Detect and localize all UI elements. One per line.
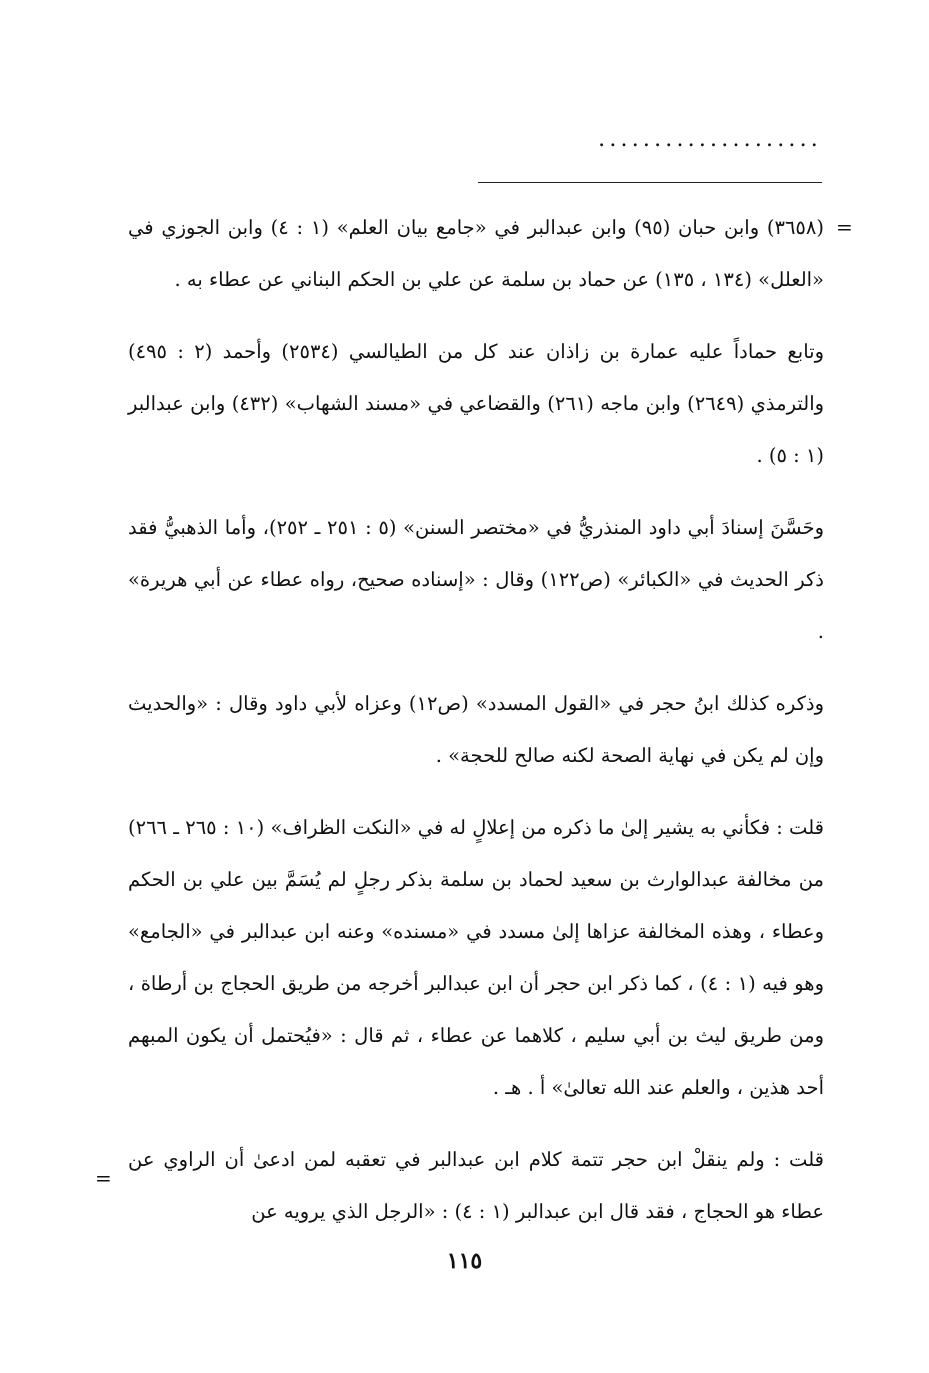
footnote-text-block (128, 202, 824, 1258)
separator-dots: .................... (598, 128, 822, 152)
footnote-divider-line (478, 182, 822, 183)
paragraph-1: (٣٦٥٨) وابن حبان (٩٥) وابن عبدالبر في «جامع بيان العلم» (١ : ٤) وابن الجوزي في «العلل» (١٣٤ ، ١٣٥) عن حماد بن سلمة عن علي بن الحكم البناني عن عطاء به . (128, 216, 824, 291)
paragraph-4: وذكره كذلك ابنُ حجر في «القول المسدد» (ص١٢) وعزاه لأبي داود وقال : «والحديث وإن لم يكن في نهاية الصحة لكنه صالح للحجة» . (128, 692, 824, 767)
continuation-mark-bottom: = (95, 1166, 112, 1190)
paragraph-6: قلت : ولم ينقلْ ابن حجر تتمة كلام ابن عبدالبر في تعقبه لمن ادعىٰ أن الراوي عن عطاء هو الحجاج ، فقد قال ابن عبدالبر (١ : ٤) : «الرجل الذي يرويه عن (128, 1148, 824, 1223)
page-number: ١١٥ (446, 1248, 483, 1274)
paragraph-3: وحَسَّنَ إسنادَ أبي داود المنذريُّ في «مختصر السنن» (٥ : ٢٥١ ـ ٢٥٢)، وأما الذهبيُّ فقد ذكر الحديث في «الكبائر» (ص١٢٢) وقال : «إسناده صحيح، رواه عطاء عن أبي هريرة» . (128, 516, 824, 643)
continuation-mark-top: = (836, 215, 853, 239)
paragraph-5: قلت : فكأني به يشير إلىٰ ما ذكره من إعلالٍ له في «النكت الظراف» (١٠ : ٢٦٥ ـ ٢٦٦) من مخالفة عبدالوارث بن سعيد لحماد بن سلمة بذكر رجلٍ لم يُسَمَّ بين علي بن الحكم وعطاء ، وهذه المخالفة عزاها إلىٰ مسدد في «مسنده» وعنه ابن عبدالبر في «الجامع» وهو فيه (١ : ٤) ، كما ذكر ابن حجر أن ابن عبدالبر أخرجه من طريق الحجاج بن أرطاة ، ومن طريق ليث بن أبي سليم ، كلاهما عن عطاء ، ثم قال : «فيُحتمل أن يكون المبهم أحد هذين ، والعلم عند الله تعالىٰ» أ . هـ . (128, 816, 824, 1099)
paragraph-2: وتابع حماداً عليه عمارة بن زاذان عند كل من الطيالسي (٢٥٣٤) وأحمد (٢ : ٤٩٥) والترمذي (٢٦٤٩) وابن ماجه (٢٦١) والقضاعي في «مسند الشهاب» (٤٣٢) وابن عبدالبر (١ : ٥) . (128, 340, 825, 467)
